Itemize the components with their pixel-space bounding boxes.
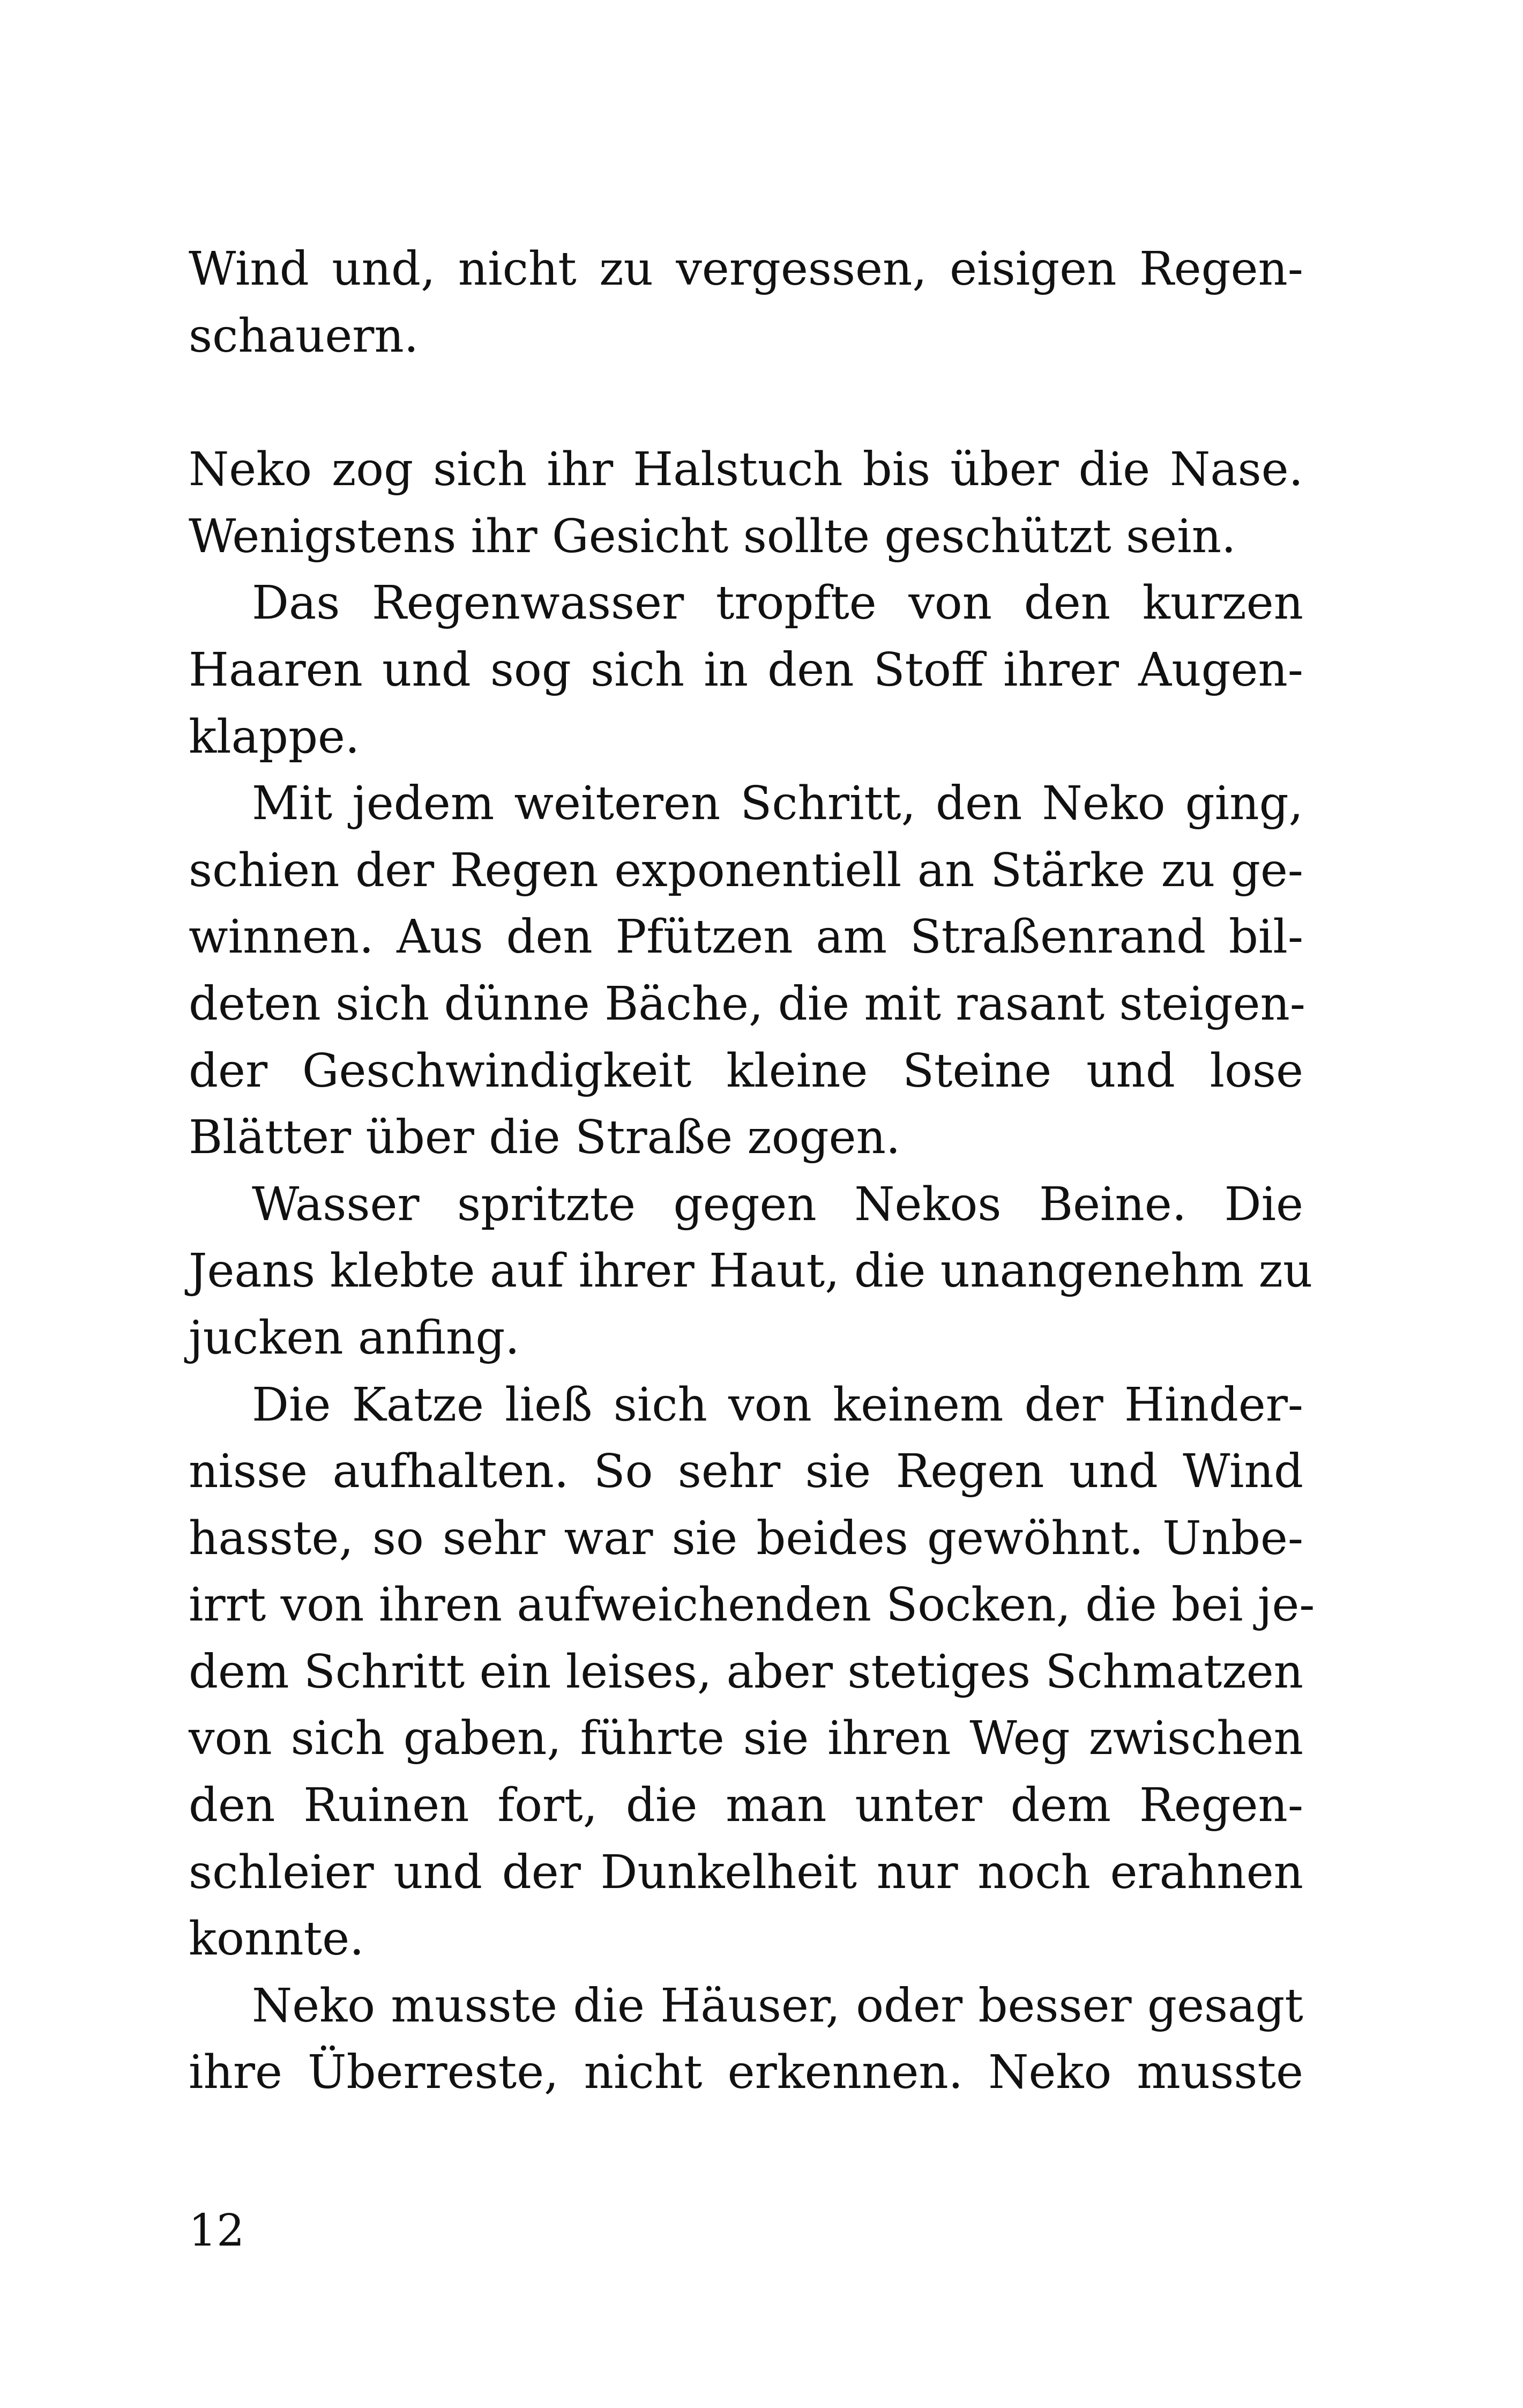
page-number: 12 <box>189 2205 245 2256</box>
text-line: konnte. <box>189 1912 364 1966</box>
text-line: Wenigstens ihr Gesicht sollte geschützt sein. <box>189 509 1236 563</box>
paragraph <box>189 436 1303 570</box>
text-line: ihre Überreste, nicht erkennen. Neko musste <box>189 2046 1303 2100</box>
text-line: Neko musste die Häuser, oder besser gesagt <box>252 1979 1303 2033</box>
text-line: nisse aufhalten. So sehr sie Regen und Wind <box>189 1445 1303 1499</box>
text-line: Neko zog sich ihr Halstuch bis über die Nase. <box>189 443 1303 497</box>
text-line: Mit jedem weiteren Schritt, den Neko ging, <box>252 777 1303 831</box>
text-line: Haaren und sog sich in den Stoff ihrer Augen- <box>189 643 1303 697</box>
paragraph <box>189 1171 1313 1372</box>
paragraph <box>189 236 1303 369</box>
text-line: dem Schritt ein leises, aber stetiges Schmatzen <box>189 1645 1303 1699</box>
text-line: der Geschwindigkeit kleine Steine und lose <box>189 1044 1303 1098</box>
paragraph <box>189 770 1303 1171</box>
text-line: schien der Regen exponentiell an Stärke zu ge- <box>189 843 1303 897</box>
paragraph <box>189 1372 1315 1973</box>
text-line: jucken anfing. <box>189 1311 520 1365</box>
text-line: schleier und der Dunkelheit nur noch erahnen <box>189 1845 1303 1899</box>
body-text <box>189 236 1315 2106</box>
paragraph <box>189 570 1303 770</box>
text-line: Wind und, nicht zu vergessen, eisigen Regen- <box>189 242 1303 296</box>
text-line: den Ruinen fort, die man unter dem Regen- <box>189 1779 1303 1833</box>
text-line: irrt von ihren aufweichenden Socken, die bei je- <box>189 1578 1315 1632</box>
text-line: winnen. Aus den Pfützen am Straßenrand bil- <box>189 910 1303 964</box>
text-line: von sich gaben, führte sie ihren Weg zwischen <box>189 1712 1303 1766</box>
text-line: Die Katze ließ sich von keinem der Hinder- <box>252 1378 1303 1432</box>
paragraph-gap <box>189 369 1303 436</box>
text-line: Wasser spritzte gegen Nekos Beine. Die <box>252 1177 1303 1231</box>
text-line: hasste, so sehr war sie beides gewöhnt. Unbe- <box>189 1511 1303 1565</box>
text-line: deten sich dünne Bäche, die mit rasant steigen- <box>189 977 1305 1031</box>
paragraph <box>189 1973 1303 2106</box>
text-line: Blätter über die Straße zogen. <box>189 1111 901 1165</box>
text-line: Das Regenwasser tropfte von den kurzen <box>252 576 1303 630</box>
text-line: schauern. <box>189 309 419 363</box>
text-line: Jeans klebte auf ihrer Haut, die unangenehm zu <box>189 1244 1313 1298</box>
text-line: klappe. <box>189 710 360 764</box>
